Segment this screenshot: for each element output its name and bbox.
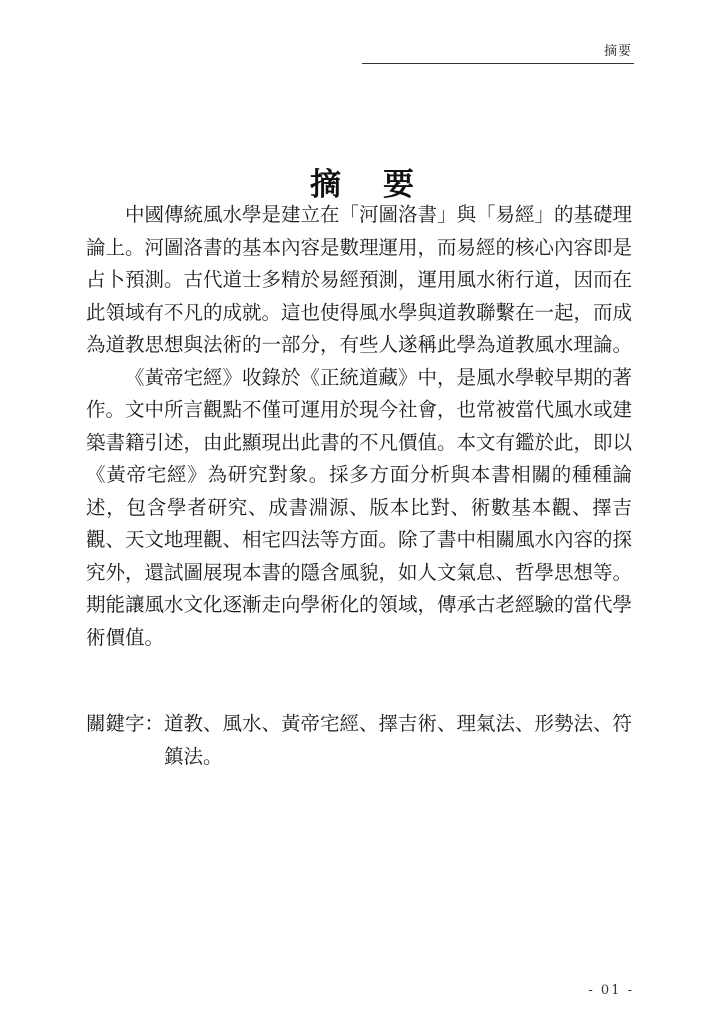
page-number: - 01 - — [588, 983, 634, 998]
keywords-list: 道教、風水、黃帝宅經、擇吉術、理氣法、形勢法、符鎮法。 — [164, 712, 633, 768]
abstract-body — [86, 199, 632, 654]
page-title: 摘要 — [310, 166, 456, 203]
abstract-paragraph-2: 《黃帝宅經》收錄於《正統道藏》中，是風水學較早期的著作。文中所言觀點不僅可運用於現今社會，也常被當代風水或建築書籍引述，由此顯現出此書的不凡價值。本文有鑑於此，即以《黃帝宅經》為研究對象。採多方面分析與本書相關的種種論述，包含學者研究、成書淵源、版本比對、術數基本觀、擇吉觀、天文地理觀、相宅四法等方面。除了書中相關風水內容的探究外，還試圖展現本書的隱含風貌，如人文氣息、哲學思想等。期能讓風水文化逐漸走向學術化的領域，傳承古老經驗的當代學術價值。 — [86, 365, 633, 649]
header-rule — [362, 63, 634, 64]
keywords-block — [86, 707, 634, 773]
running-header: 摘要 — [603, 44, 632, 59]
abstract-paragraph-1: 中國傳統風水學是建立在「河圖洛書」與「易經」的基礎理論上。河圖洛書的基本內容是數理運用，而易經的核心內容即是占卜預測。古代道士多精於易經預測，運用風水術行道，因而在此領域有不凡的成就。這也使得風水學與道教聯繫在一起，而成為道教思想與法術的一部分，有些人遂稱此學為道教風水理論。 — [86, 203, 633, 356]
keywords-label: 關鍵字： — [86, 712, 165, 735]
